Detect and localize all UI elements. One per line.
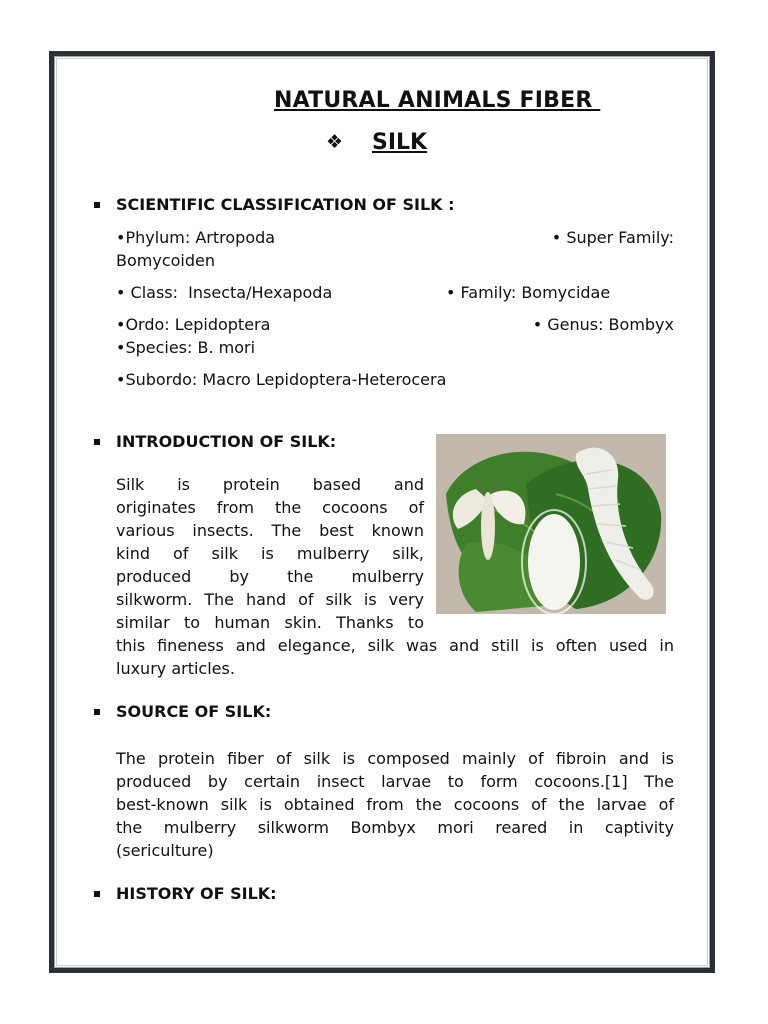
diamond-cluster-icon: ❖ — [326, 131, 344, 153]
super-family-label: • Super Family: — [551, 228, 674, 247]
bullet-square-icon — [94, 891, 100, 897]
ordo-text: •Ordo: Lepidoptera — [116, 315, 271, 334]
source-heading: SOURCE OF SILK: — [116, 702, 272, 721]
classification-heading: SCIENTIFIC CLASSIFICATION OF SILK : — [116, 195, 455, 214]
introduction-line: produced by the mulberry — [116, 567, 424, 586]
introduction-line: originates from the cocoons of — [116, 498, 424, 517]
bullet-square-icon — [94, 439, 100, 445]
source-line: the mulberry silkworm Bombyx mori reared in captivity — [116, 818, 674, 837]
silkworm-moth-cocoon-photo — [436, 434, 666, 614]
source-line: best-known silk is obtained from the cocoons of the larvae of — [116, 795, 674, 814]
introduction-line: Silk is protein based and — [116, 475, 424, 494]
page-subtitle: SILK — [372, 130, 428, 155]
source-line: produced by certain insect larvae to form cocoons.[1] The — [116, 772, 674, 791]
super-family-value: Bomycoiden — [116, 251, 215, 270]
bullet-square-icon — [94, 202, 100, 208]
source-line: (sericulture) — [116, 841, 214, 860]
page-title: NATURAL ANIMALS FIBER — [274, 88, 601, 113]
family-text: • Family: Bomycidae — [446, 283, 611, 302]
source-line: The protein fiber of silk is composed mainly of fibroin and is — [116, 749, 674, 768]
history-heading: HISTORY OF SILK: — [116, 884, 277, 903]
bullet-square-icon — [94, 709, 100, 715]
introduction-line: similar to human skin. Thanks to — [116, 613, 424, 632]
genus-text: • Genus: Bombyx — [532, 315, 674, 334]
source-paragraph — [116, 747, 674, 862]
species-text: •Species: B. mori — [116, 338, 256, 357]
introduction-paragraph-full — [116, 634, 674, 680]
introduction-line: kind of silk is mulberry silk, — [116, 544, 424, 563]
introduction-heading: INTRODUCTION OF SILK: — [116, 432, 337, 451]
introduction-line: various insects. The best known — [116, 521, 424, 540]
introduction-line: this fineness and elegance, silk was and still is often used in — [116, 636, 674, 655]
introduction-paragraph-wrapped — [116, 473, 424, 634]
introduction-line: silkworm. The hand of silk is very — [116, 590, 424, 609]
subordo-text: •Subordo: Macro Lepidoptera-Heterocera — [116, 370, 447, 389]
class-text: • Class: Insecta/Hexapoda — [116, 283, 333, 302]
phylum-text: •Phylum: Artropoda — [116, 228, 276, 247]
introduction-line: luxury articles. — [116, 659, 235, 678]
